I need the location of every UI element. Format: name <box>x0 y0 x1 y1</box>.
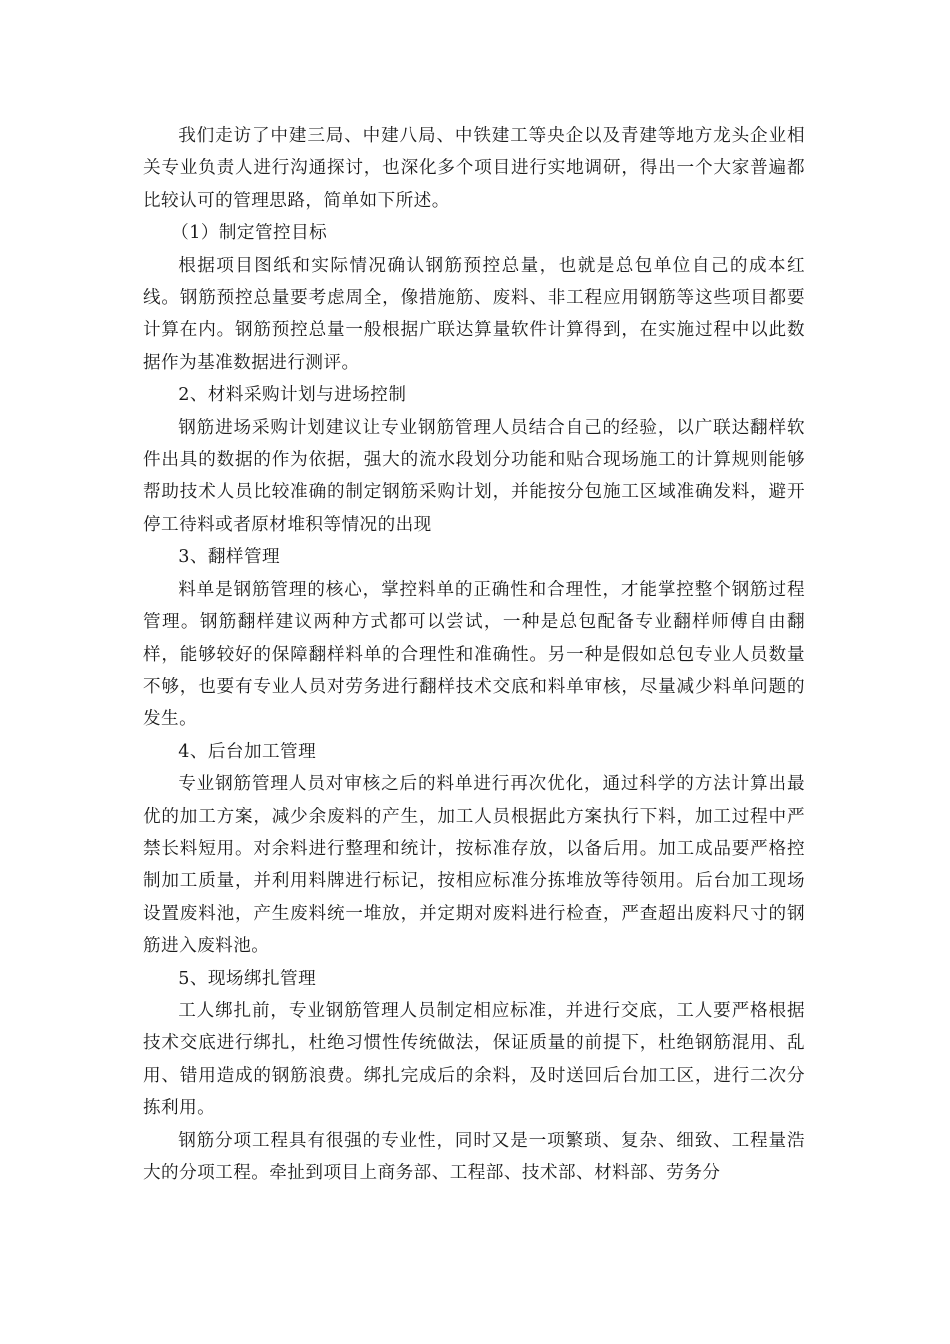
heading-backstage-processing: 4、后台加工管理 <box>178 741 317 762</box>
paragraph-rebar-detailing: 料单是钢筋管理的核心，掌控料单的正确性和合理性，才能掌控整个钢筋过程管理。钢筋翻样建议两种方式都可以尝试，一种是总包配备专业翻样师傅自由翻样，能够较好的保障翻样料单的合理性和准确性。另一种是假如总包专业人员数量不够，也要有专业人员对劳务进行翻样技术交底和料单审核，尽量减少料单问题的发生。 <box>143 579 805 730</box>
paragraph-backstage-processing: 专业钢筋管理人员对审核之后的料单进行再次优化，通过科学的方法计算出最优的加工方案，减少余废料的产生，加工人员根据此方案执行下料，加工过程中严禁长料短用。对余料进行整理和统计，按标准存放，以备后用。加工成品要严格控制加工质量，并利用料牌进行标记，按相应标准分拣堆放等待领用。后台加工现场设置废料池，产生废料统一堆放，并定期对废料进行检查，严查超出废料尺寸的钢筋进入废料池。 <box>143 774 805 957</box>
document-page <box>143 120 805 1189</box>
heading-rebar-detailing: 3、翻样管理 <box>178 547 281 568</box>
paragraph-procurement-plan: 钢筋进场采购计划建议让专业钢筋管理人员结合自己的经验，以广联达翻样软件出具的数据的作为依据，强大的流水段划分功能和贴合现场施工的计算规则能够帮助技术人员比较准确的制定钢筋采购计划，并能按分包施工区域准确发料，避开停工待料或者原材堆积等情况的出现 <box>143 417 805 535</box>
paragraph-control-target: 根据项目图纸和实际情况确认钢筋预控总量，也就是总包单位自己的成本红线。钢筋预控总量要考虑周全，像措施筋、废料、非工程应用钢筋等这些项目都要计算在内。钢筋预控总量一般根据广联达算量软件计算得到，在实施过程中以此数据作为基准数据进行测评。 <box>143 255 805 373</box>
paragraph-conclusion: 钢筋分项工程具有很强的专业性，同时又是一项繁琐、复杂、细致、工程量浩大的分项工程。牵扯到项目上商务部、工程部、技术部、材料部、劳务分 <box>143 1130 805 1183</box>
heading-procurement-plan: 2、材料采购计划与进场控制 <box>178 385 407 406</box>
paragraph-onsite-binding: 工人绑扎前，专业钢筋管理人员制定相应标准，并进行交底，工人要严格根据技术交底进行绑扎，杜绝习惯性传统做法，保证质量的前提下，杜绝钢筋混用、乱用、错用造成的钢筋浪费。绑扎完成后的余料，及时送回后台加工区，进行二次分拣利用。 <box>143 1000 805 1119</box>
paragraph-intro: 我们走访了中建三局、中建八局、中铁建工等央企以及青建等地方龙头企业相关专业负责人进行沟通探讨，也深化多个项目进行实地调研，得出一个大家普遍都比较认可的管理思路，简单如下所述。 <box>143 126 805 211</box>
heading-set-control-target: （1）制定管控目标 <box>171 223 328 244</box>
heading-onsite-binding: 5、现场绑扎管理 <box>178 968 317 989</box>
